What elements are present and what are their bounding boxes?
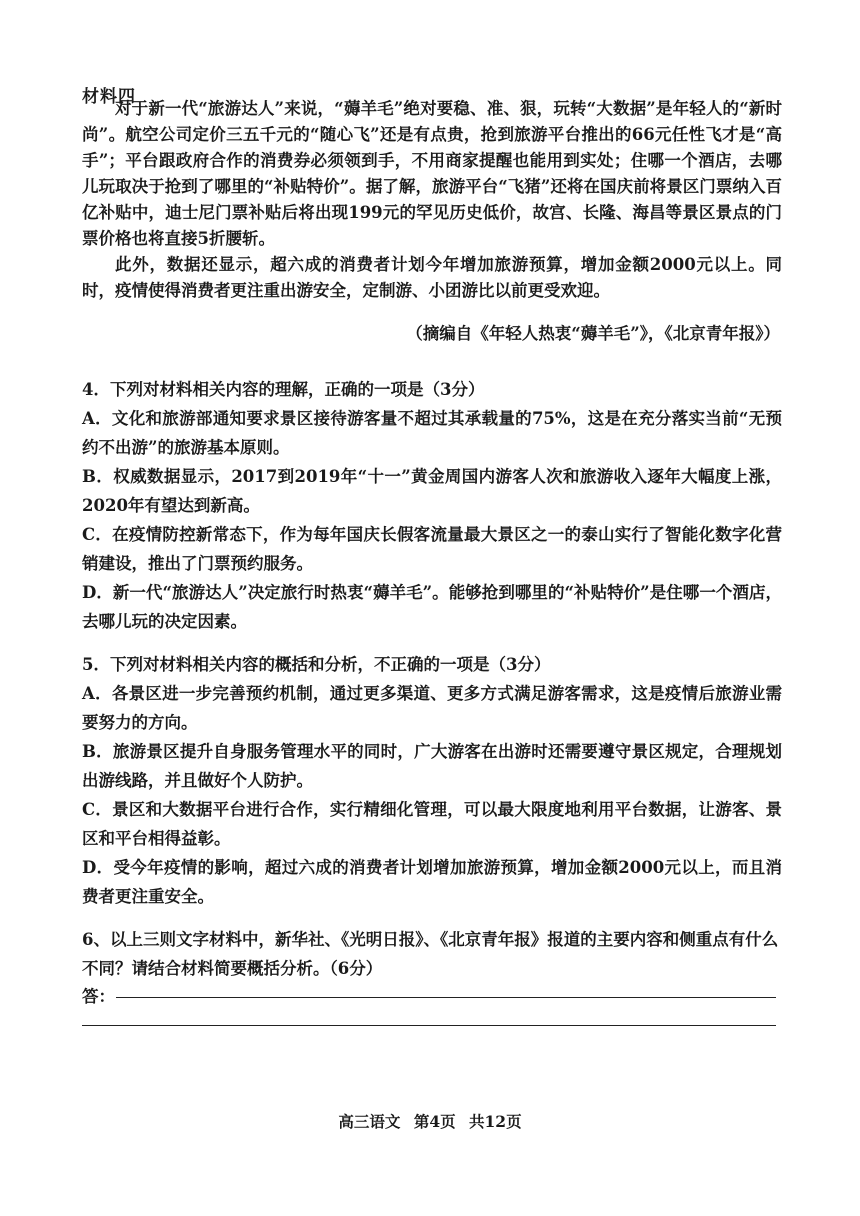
material-paragraph-1: 对于新一代“旅游达人”来说，“薅羊毛”绝对要稳、准、狠，玩转“大数据”是年轻人的“新时尚”。航空公司定价三五千元的“随心飞”还是有点贵，抢到旅游平台推出的66元任性飞才是“高手”；平台跟政府合作的消费券必须领到手，不用商家提醒也能用到实处；住哪一个酒店，去哪儿玩取决于抢到了哪里的“补贴特价”。据了解，旅游平台“飞猪”还将在国庆前将景区门票纳入百亿补贴中，迪士尼门票补贴后将出现199元的罕见历史低价，故宫、长隆、海昌等景区景点的门票价格也将直接5折腰斩。 xyxy=(82,99,782,248)
question-6-stem: 6、以上三则文字材料中，新华社、《光明日报》、《北京青年报》报道的主要内容和侧重点有什么不同？请结合材料简要概括分析。（6分） xyxy=(82,930,779,978)
question-4-option-a: A．文化和旅游部通知要求景区接待游客量不超过其承载量的75%，这是在充分落实当前“无预约不出游”的旅游基本原则。 xyxy=(82,409,782,457)
question-6 xyxy=(82,925,782,983)
question-5-option-d: D．受今年疫情的影响，超过六成的消费者计划增加旅游预算，增加金额2000元以上，而且消费者更注重安全。 xyxy=(82,858,782,906)
question-5-stem: 5．下列对材料相关内容的概括和分析，不正确的一项是（3分） xyxy=(82,655,551,674)
answer-line-2[interactable] xyxy=(82,1025,776,1026)
answer-label: 答： xyxy=(82,987,115,1006)
footer-subject: 高三语文 xyxy=(338,1112,401,1131)
question-4-stem: 4．下列对材料相关内容的理解，正确的一项是（3分） xyxy=(82,380,485,399)
footer-total-pages: 共12页 xyxy=(469,1112,522,1131)
material-paragraph-2: 此外，数据还显示，超六成的消费者计划今年增加旅游预算，增加金额2000元以上。同时，疫情使得消费者更注重出游安全，定制游、小团游比以前更受欢迎。 xyxy=(82,255,782,300)
question-5-option-c: C．景区和大数据平台进行合作，实行精细化管理，可以最大限度地利用平台数据，让游客、景区和平台相得益彰。 xyxy=(82,800,782,848)
answer-line-1[interactable] xyxy=(116,997,776,998)
page-footer xyxy=(0,1110,860,1132)
question-4 xyxy=(82,375,782,636)
material-source: （摘编自《年轻人热衷“薅羊毛”》，《北京青年报》） xyxy=(406,324,780,343)
material-body xyxy=(82,96,782,304)
question-4-option-d: D．新一代“旅游达人”决定旅行时热衷“薅羊毛”。能够抢到哪里的“补贴特价”是住哪一个酒店，去哪儿玩的决定因素。 xyxy=(82,583,782,631)
material-title: 材料四 xyxy=(82,87,136,107)
question-5-option-b: B．旅游景区提升自身服务管理水平的同时，广大游客在出游时还需要遵守景区规定，合理规划出游线路，并且做好个人防护。 xyxy=(82,742,782,790)
question-4-option-b: B．权威数据显示，2017到2019年“十一”黄金周国内游客人次和旅游收入逐年大幅度上涨，2020年有望达到新高。 xyxy=(82,467,782,515)
question-5-option-a: A．各景区进一步完善预约机制，通过更多渠道、更多方式满足游客需求，这是疫情后旅游业需要努力的方向。 xyxy=(82,684,782,732)
question-4-option-c: C．在疫情防控新常态下，作为每年国庆长假客流量最大景区之一的泰山实行了智能化数字化营销建设，推出了门票预约服务。 xyxy=(82,525,782,573)
footer-page-number: 第4页 xyxy=(413,1112,456,1131)
question-5 xyxy=(82,650,782,911)
